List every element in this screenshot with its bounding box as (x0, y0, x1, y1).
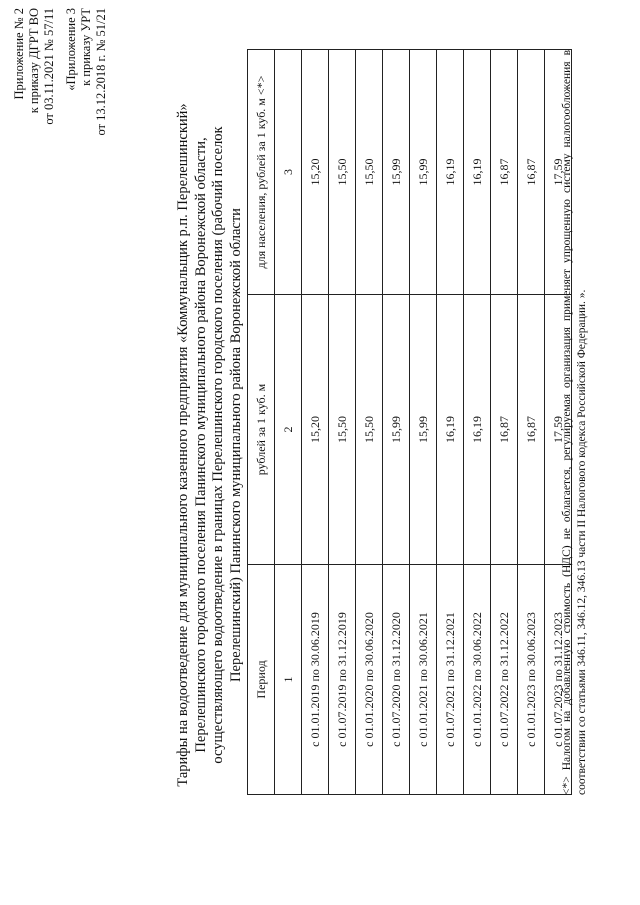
appendix-2-line-2: к приказу ДГРТ ВО (27, 8, 41, 114)
rate-cell: 15,20 (302, 295, 329, 565)
population-rate-cell: 15,99 (383, 50, 410, 295)
population-rate-cell: 16,19 (464, 50, 491, 295)
period-cell: с 01.07.2023 по 31.12.2023 (545, 565, 572, 795)
header-population-rate: для населения, рублей за 1 куб. м <*> (248, 50, 275, 295)
rate-cell: 16,19 (437, 295, 464, 565)
title-line-3: осуществляющего водоотведение в границах Перелешинского городского поселения (рабочий поселок (210, 126, 226, 764)
vat-footnote: <*> Налогом на добавленную стоимость (НДС) не облагается, регулируемая организация применяет упрощенную систему налогообложения в соответствии со статьями 346.11, 346.12, 346.13 части II Налогового кодекса Российской Федерации. ». (561, 50, 588, 795)
table-row (491, 50, 518, 795)
period-cell: с 01.01.2023 по 30.06.2023 (518, 565, 545, 795)
column-number: 3 (275, 50, 302, 295)
table-row (410, 50, 437, 795)
header-rate: рублей за 1 куб. м (248, 295, 275, 565)
table-header-row (248, 50, 275, 795)
appendix-2-line-3: от 03.11.2021 № 57/11 (42, 8, 56, 125)
rate-cell: 17,59 (545, 295, 572, 565)
period-cell: с 01.07.2022 по 31.12.2022 (491, 565, 518, 795)
title-line-1: Тарифы на водоотведение для муниципального казенного предприятия «Коммунальщик р.п. Перелешинский» (175, 103, 191, 787)
rate-cell: 15,50 (329, 295, 356, 565)
rate-cell: 15,99 (410, 295, 437, 565)
period-cell: с 01.07.2021 по 31.12.2021 (437, 565, 464, 795)
population-rate-cell: 16,19 (437, 50, 464, 295)
tariff-table (247, 49, 572, 795)
title-line-2: Перелешинского городского поселения Панинского муниципального района Воронежской области, (192, 137, 209, 753)
table-row (302, 50, 329, 795)
period-cell: с 01.01.2021 по 30.06.2021 (410, 565, 437, 795)
population-rate-cell: 15,50 (329, 50, 356, 295)
period-cell: с 01.01.2019 по 30.06.2019 (302, 565, 329, 795)
table-column-number-row (275, 50, 302, 795)
rate-cell: 15,50 (356, 295, 383, 565)
population-rate-cell: 15,20 (302, 50, 329, 295)
population-rate-cell: 17,59 (545, 50, 572, 295)
header-period: Период (248, 565, 275, 795)
rate-cell: 15,99 (383, 295, 410, 565)
population-rate-cell: 15,50 (356, 50, 383, 295)
table-row (356, 50, 383, 795)
appendix-3-line-2: к приказу УРТ (79, 8, 93, 86)
column-number: 1 (275, 565, 302, 795)
table-row (383, 50, 410, 795)
table-row (518, 50, 545, 795)
period-cell: с 01.07.2020 по 31.12.2020 (383, 565, 410, 795)
appendix-3-line-1: «Приложение 3 (64, 8, 78, 91)
table-row (329, 50, 356, 795)
period-cell: с 01.01.2022 по 30.06.2022 (464, 565, 491, 795)
population-rate-cell: 16,87 (518, 50, 545, 295)
table-row (437, 50, 464, 795)
population-rate-cell: 16,87 (491, 50, 518, 295)
rate-cell: 16,19 (464, 295, 491, 565)
period-cell: с 01.07.2019 по 31.12.2019 (329, 565, 356, 795)
rate-cell: 16,87 (518, 295, 545, 565)
rate-cell: 16,87 (491, 295, 518, 565)
population-rate-cell: 15,99 (410, 50, 437, 295)
column-number: 2 (275, 295, 302, 565)
appendix-3-reference (64, 8, 109, 136)
table-row (464, 50, 491, 795)
appendix-2-line-1: Приложение № 2 (12, 8, 26, 100)
appendix-3-line-3: от 13.12.2018 г. № 51/21 (94, 8, 108, 136)
title-line-4: Перелешинский) Панинского муниципального района Воронежской области (227, 208, 244, 682)
appendix-2-reference (12, 8, 57, 125)
document-title (175, 65, 245, 825)
period-cell: с 01.01.2020 по 30.06.2020 (356, 565, 383, 795)
